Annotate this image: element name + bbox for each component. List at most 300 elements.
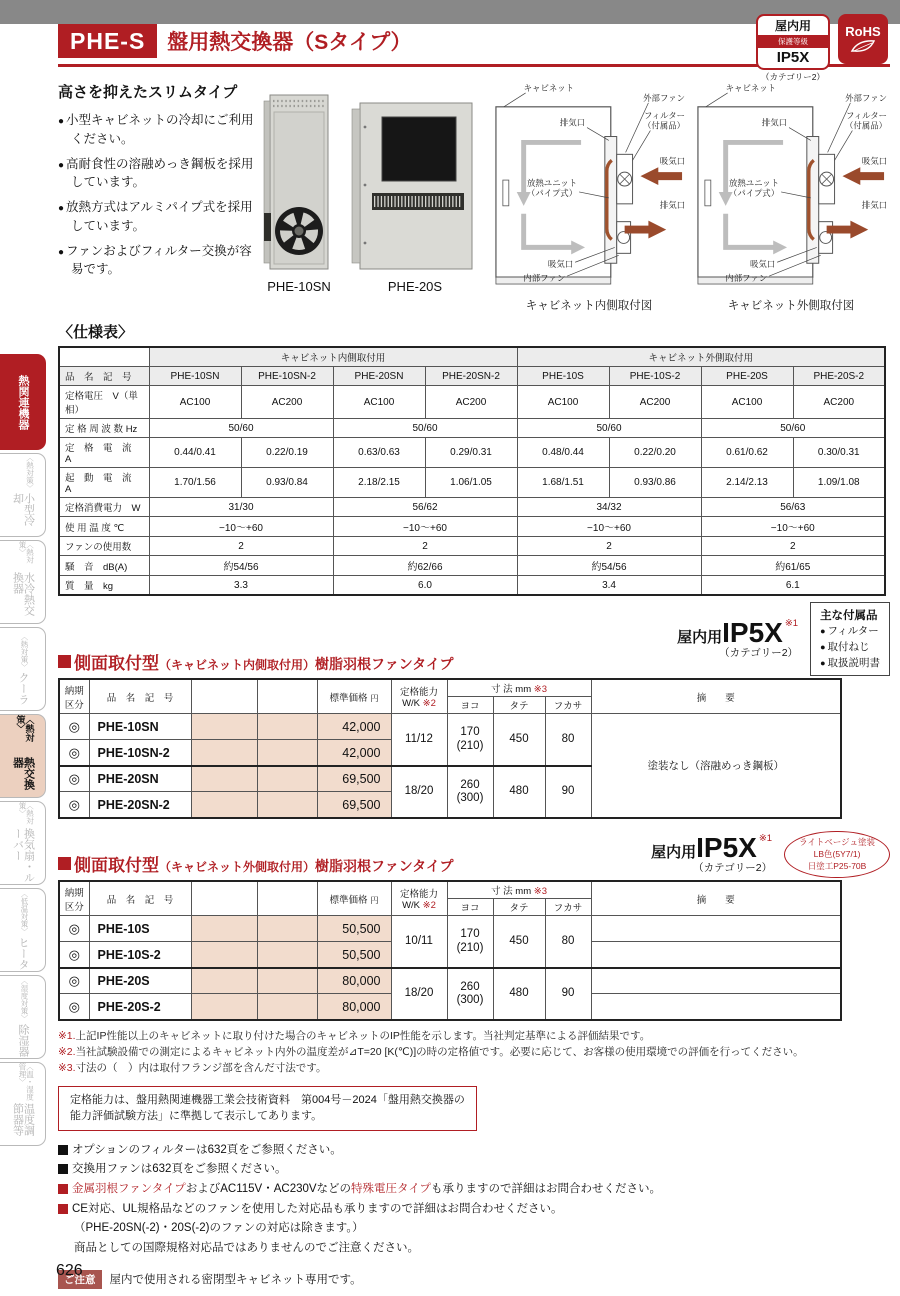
diagram-label-internal-fan: 内部ファン [725, 273, 768, 284]
spec-cell: 50/60 [517, 419, 701, 438]
spec-cell: PHE-20SN-2 [425, 367, 517, 386]
blank-cell [257, 968, 317, 994]
sidebar-item-text [17, 977, 28, 1057]
accessories-items [820, 624, 880, 671]
top-section [58, 81, 890, 313]
spec-cell: 0.93/0.86 [609, 468, 701, 498]
page-header [58, 19, 890, 82]
diagram-label-external-fan: 外部ファン [845, 92, 888, 103]
spec-row [59, 367, 885, 386]
delivery-mark: ◎ [59, 740, 89, 766]
spec-cell: −10～+60 [149, 517, 333, 537]
width-value: 170 [460, 928, 480, 941]
spec-cell: PHE-20S [701, 367, 793, 386]
footnote [58, 1044, 890, 1060]
note-text-part: （PHE-20SN(-2)・20S(-2)のファンの対応は除きます。） [74, 1222, 364, 1235]
diagram-label-intake-right: 吸気口 [659, 156, 686, 167]
note-line [58, 1220, 890, 1237]
price-header: 標準価格 円 [317, 679, 391, 714]
delivery-mark: ◎ [59, 792, 89, 818]
capacity-header [391, 679, 447, 714]
note-text [72, 1142, 342, 1159]
page-number: 626 [56, 1262, 83, 1279]
note-text-part: オプションのフィルターは632頁をご参照ください。 [72, 1143, 342, 1156]
product-name-cell: PHE-10SN-2 [89, 740, 191, 766]
feature-bullet: ● 小型キャビネットの冷却にご利用ください。 [58, 111, 254, 149]
diagram-label-exhaust-top: 排気口 [559, 117, 586, 128]
note-text [72, 1181, 661, 1198]
spec-cell: 6.1 [701, 576, 885, 596]
sidebar-item-label: 換気扇・ルーバー [11, 827, 35, 883]
ip-callout-2 [651, 834, 772, 875]
spec-table [58, 346, 886, 596]
feature-bullet: ● ファンおよびフィルター交換が容易です。 [58, 242, 254, 280]
ip-category: （カテゴリー2） [719, 646, 799, 659]
width-header: ヨコ [447, 697, 493, 714]
spec-cell: 約62/66 [333, 556, 517, 576]
spec-cell: 約54/56 [149, 556, 333, 576]
capacity-cell: 18/20 [391, 766, 447, 818]
price-table-0 [58, 678, 842, 819]
spec-cell: 2 [149, 537, 333, 556]
sidebar-item-text [12, 802, 34, 884]
delivery-header-line: 納期 [64, 887, 84, 899]
diagram-label-cabinet: キャビネット [523, 82, 575, 93]
sidebar-item-label: 熱交換器 [11, 757, 35, 791]
spec-row [59, 438, 885, 468]
spec-cell: AC200 [241, 386, 333, 419]
price-unit: 円 [370, 693, 379, 703]
blank-cell [257, 766, 317, 792]
blank-cell [191, 994, 257, 1020]
spec-row-label: 使 用 温 度 ℃ [59, 517, 149, 537]
ip-badge-grade-label: 保護等級 [758, 35, 828, 48]
rohs-badge [838, 14, 888, 64]
ip-footnote-marker: ※1 [758, 833, 773, 845]
diagram-label-unit-sub: （パイプ式） [728, 187, 780, 198]
spec-cell: −10～+60 [701, 517, 885, 537]
sidebar-item-1 [0, 453, 46, 537]
accessory-item: ● 取扱説明書 [820, 656, 880, 672]
sidebar-item-text [12, 1063, 34, 1145]
spec-cell: 約61/65 [701, 556, 885, 576]
diagram-label-filter: フィルター [845, 110, 888, 121]
standard-note-box [58, 1086, 477, 1131]
diagram-label-internal-fan: 内部ファン [523, 273, 566, 284]
height-cell: 480 [493, 968, 545, 1020]
spec-cell: 0.29/0.31 [425, 438, 517, 468]
product-name-cell: PHE-10SN [89, 714, 191, 740]
note-text-part: 商品としての国際規格対応品ではありませんのでご注意ください。 [74, 1242, 419, 1255]
price-row [59, 968, 841, 994]
spec-cell: AC200 [609, 386, 701, 419]
price-cell: 69,500 [317, 766, 391, 792]
delivery-header-line: 区分 [64, 699, 84, 711]
footnote-marker: ※2. [58, 1046, 76, 1059]
delivery-header [59, 679, 89, 714]
ip-prefix: 屋内用 [677, 628, 723, 646]
spec-row [59, 576, 885, 596]
spec-cell: 0.22/0.20 [609, 438, 701, 468]
price-cell: 69,500 [317, 792, 391, 818]
spec-row-label: 定格消費電力 W [59, 498, 149, 517]
blank-cell [257, 942, 317, 968]
spec-cell: 0.22/0.19 [241, 438, 333, 468]
ip-badge-code: IP5X [776, 49, 810, 66]
product-name-cell: PHE-20SN-2 [89, 792, 191, 818]
depth-cell: 80 [545, 916, 591, 968]
title-tail: 樹脂羽根ファンタイプ [315, 656, 454, 673]
price-header-row [59, 679, 841, 697]
spec-group-header: キャビネット外側取付用 [517, 347, 885, 367]
red-square-icon [58, 857, 71, 870]
sidebar-item-text [12, 541, 34, 623]
ip-code: IP5X [722, 616, 783, 648]
product-photos [264, 81, 480, 313]
dims-footnote-marker: ※3 [533, 684, 547, 696]
product-name-header: 品 名 記 号 [89, 679, 191, 714]
installation-diagram-inner [490, 81, 688, 313]
spec-cell: PHE-10S-2 [609, 367, 701, 386]
width-cell [447, 714, 493, 766]
remarks-cell [591, 916, 841, 942]
sidebar-item-8 [0, 1062, 46, 1146]
width-flange-value: (300) [456, 791, 484, 804]
sidebar-item-0 [0, 354, 46, 450]
remarks-cell [591, 994, 841, 1020]
capacity-footnote-marker: ※2 [422, 900, 436, 912]
width-value: 260 [460, 778, 480, 791]
width-header: ヨコ [447, 899, 493, 916]
remarks-header: 摘 要 [591, 679, 841, 714]
price-table-1-title [58, 649, 453, 676]
sidebar-item-category: 〈熱対策〉 [15, 715, 35, 742]
diagram-label-intake-bottom: 吸気口 [547, 259, 574, 270]
height-header: タテ [493, 697, 545, 714]
photo-caption-phe10sn: PHE-10SN [267, 279, 331, 294]
spec-row [59, 517, 885, 537]
width-cell [447, 968, 493, 1020]
capacity-cell: 18/20 [391, 968, 447, 1020]
spec-row-label: 定格電圧 V（単相） [59, 386, 149, 419]
spec-row [59, 537, 885, 556]
price-header: 標準価格 円 [317, 881, 391, 916]
spec-cell: 2 [517, 537, 701, 556]
sidebar-item-5 [0, 801, 46, 885]
blank-cell [257, 916, 317, 942]
page-title: 盤用熱交換器（Sタイプ） [167, 31, 412, 54]
footnote-marker: ※1. [58, 1029, 76, 1042]
blank-cell [191, 916, 257, 942]
spec-group-header: キャビネット内側取付用 [149, 347, 517, 367]
blank-cell [257, 740, 317, 766]
note-square-icon [58, 1204, 68, 1214]
price-cell: 42,000 [317, 740, 391, 766]
spec-row-label: 質 量 kg [59, 576, 149, 596]
feature-bullet: ● 放熱方式はアルミパイプ式を採用しています。 [58, 198, 254, 236]
spec-cell: 31/30 [149, 498, 333, 517]
paint-line: 日塗工P25-70B [807, 860, 867, 871]
spec-cell: −10～+60 [517, 517, 701, 537]
spec-cell: PHE-20SN [333, 367, 425, 386]
rohs-label: RoHS [845, 24, 881, 39]
diagram-label-cabinet: キャビネット [725, 82, 777, 93]
spec-cell: 1.68/1.51 [517, 468, 609, 498]
blank-cell [191, 714, 257, 740]
price-table-1 [58, 880, 842, 1021]
spec-cell: 2.18/2.15 [333, 468, 425, 498]
title-tail: 樹脂羽根ファンタイプ [315, 858, 454, 875]
spec-cell: AC200 [793, 386, 885, 419]
product-name-cell: PHE-20SN [89, 766, 191, 792]
note-line [58, 1201, 890, 1218]
width-cell [447, 766, 493, 818]
product-photo-phe20s [350, 101, 480, 273]
spec-cell: PHE-20S-2 [793, 367, 885, 386]
ip-callout-1 [677, 616, 799, 660]
title-sub: （キャビネット外側取付用） [159, 860, 316, 875]
feature-bullets [58, 111, 254, 279]
diagram-label-exhaust-top: 排気口 [761, 117, 788, 128]
note-text-part: 交換用ファンは632頁をご参照ください。 [72, 1163, 287, 1176]
spec-cell: 1.70/1.56 [149, 468, 241, 498]
delivery-header-line: 区分 [64, 901, 84, 913]
price-cell: 50,500 [317, 942, 391, 968]
width-flange-value: (210) [456, 941, 484, 954]
diagram-caption: キャビネット外側取付図 [727, 300, 855, 312]
paint-line: LB色(5Y7/1) [813, 848, 861, 859]
caution-row [58, 1270, 890, 1289]
sidebar-item-label: 温度調節器等 [11, 1103, 35, 1137]
product-name-cell: PHE-10S [89, 916, 191, 942]
sidebar-item-category: 〈熱対策〉 [25, 454, 35, 492]
spec-cell: AC200 [425, 386, 517, 419]
note-text-part: およびAC115V・AC230Vなどの [185, 1183, 352, 1196]
note-line [58, 1181, 890, 1198]
blank-header [191, 881, 257, 916]
sidebar-tabs [0, 354, 48, 1149]
width-cell [447, 916, 493, 968]
diagram-label-intake-bottom: 吸気口 [749, 259, 776, 270]
note-text [72, 1161, 286, 1178]
diagram-label-exhaust-right: 排気口 [861, 199, 888, 210]
caution-text: 屋内で使用される密閉型キャビネット専用です。 [109, 1274, 362, 1287]
dimensions-header: 寸 法 mm ※3 [447, 679, 591, 697]
diagram-label-exhaust-right: 排気口 [659, 199, 686, 210]
capacity-header-line: 定格能力 [399, 889, 438, 901]
blank-header [191, 679, 257, 714]
diagram-label-filter-sub: （付属品） [642, 120, 686, 131]
sidebar-item-label: 小型冷却 [11, 492, 35, 526]
spec-cell: 2.14/2.13 [701, 468, 793, 498]
ip-rating-badge [756, 14, 830, 83]
price-table-1-container [58, 678, 890, 819]
sidebar-item-4 [0, 714, 46, 798]
standard-note-line: 能力評価試験方法」に準拠して表示してあります。 [70, 1110, 323, 1123]
diagram-label-unit-sub: （パイプ式） [526, 187, 578, 198]
footnote [58, 1060, 890, 1076]
blank-cell [257, 994, 317, 1020]
note-square-icon [58, 1164, 68, 1174]
spec-cell: AC100 [333, 386, 425, 419]
paint-color-badge [784, 831, 890, 879]
sidebar-item-category: 〈熱対策〉 [20, 632, 29, 671]
header-badges [756, 14, 888, 83]
installation-diagram-outer [692, 81, 890, 313]
model-badge: PHE-S [58, 24, 157, 58]
spec-cell: 3.4 [517, 576, 701, 596]
caution-label: ご注意 [58, 1270, 102, 1289]
note-text-part: も承りますので詳細はお問合わせください。 [430, 1183, 661, 1196]
capacity-header-line: W/K ※2 [402, 698, 436, 710]
spec-cell: 6.0 [333, 576, 517, 596]
width-value: 260 [460, 980, 480, 993]
capacity-header [391, 881, 447, 916]
price-row [59, 916, 841, 942]
sidebar-item-2 [0, 540, 46, 624]
blank-cell [191, 766, 257, 792]
note-text-part: CE対応、UL規格品などのファンを使用した対応品も承りますので詳細はお問合わせください。 [72, 1202, 563, 1215]
price-row [59, 714, 841, 740]
sidebar-item-3 [0, 627, 46, 711]
feature-bullet: ● 高耐食性の溶融めっき鋼板を採用しています。 [58, 155, 254, 193]
sidebar-item-label: 水冷熱交換器 [11, 571, 35, 616]
depth-cell: 90 [545, 968, 591, 1020]
sidebar-item-category: 〈温・湿度管理〉 [18, 1063, 35, 1101]
sidebar-item-category: 〈低温対策〉 [20, 890, 29, 935]
depth-header: フカサ [545, 899, 591, 916]
price-cell: 80,000 [317, 968, 391, 994]
spec-cell: 50/60 [149, 419, 333, 438]
footnote-text: 寸法の（ ）内は取付フランジ部を含んだ寸法です。 [75, 1062, 327, 1075]
catalog-page [0, 19, 900, 1296]
spec-row-label: 定 格 周 波 数 Hz [59, 419, 149, 438]
spec-cell: AC100 [701, 386, 793, 419]
spec-table-heading: 〈仕様表〉 [58, 324, 134, 341]
spec-row-label: ファンの使用数 [59, 537, 149, 556]
footnote-text: 上記IP性能以上のキャビネットに取り付けた場合のキャビネットのIP性能を示します。当社判定基準による評価結果です。 [75, 1029, 651, 1042]
sidebar-item-label: 熱関連機器 [17, 374, 29, 430]
spec-row [59, 468, 885, 498]
price-table-2-head [58, 831, 890, 879]
spec-cell: 50/60 [333, 419, 517, 438]
remarks-cell [591, 968, 841, 994]
diagram-label-filter: フィルター [643, 110, 686, 121]
footnote-text: 当社試験設備での測定によるキャビネット内外の温度差が⊿T=20 [K(℃)]の時の定格値です。必要に応じて、お客様の使用環境での評価を行ってください。 [75, 1046, 804, 1059]
diagram-label-filter-sub: （付属品） [844, 120, 888, 131]
sidebar-item-category: 〈湿度対策〉 [20, 977, 29, 1022]
feature-list [58, 81, 254, 313]
notes-list [58, 1142, 890, 1257]
standard-note-line: 定格能力は、盤用熱関連機器工業会技術資料 第004号－2024「盤用熱交換器の [70, 1093, 465, 1106]
spec-group-empty [59, 347, 149, 367]
sidebar-item-7 [0, 975, 46, 1059]
price-cell: 42,000 [317, 714, 391, 740]
installation-diagrams [490, 81, 890, 313]
ip-category: （カテゴリー2） [693, 862, 773, 875]
spec-cell: 1.06/1.05 [425, 468, 517, 498]
price-header-row [59, 881, 841, 899]
spec-cell: 2 [333, 537, 517, 556]
remarks-header: 摘 要 [591, 881, 841, 916]
spec-cell: −10～+60 [333, 517, 517, 537]
remarks-cell: 塗装なし（溶融めっき鋼板） [591, 714, 841, 818]
price-table-2-container [58, 880, 890, 1021]
diagram-label-external-fan: 外部ファン [643, 92, 686, 103]
accessory-item: ● 取付ねじ [820, 640, 880, 656]
spec-cell: 0.93/0.84 [241, 468, 333, 498]
spec-cell: 約54/56 [517, 556, 701, 576]
spec-cell: PHE-10SN-2 [241, 367, 333, 386]
note-line [58, 1161, 890, 1178]
sidebar-item-text [12, 454, 34, 536]
leaf-icon [850, 39, 876, 54]
spec-row [59, 498, 885, 517]
spec-cell: PHE-10SN [149, 367, 241, 386]
delivery-header-line: 納期 [64, 685, 84, 697]
width-flange-value: (300) [456, 993, 484, 1006]
note-line [58, 1240, 890, 1257]
depth-header: フカサ [545, 697, 591, 714]
spec-cell: 34/32 [517, 498, 701, 517]
paint-line: ライトベージュ塗装 [799, 836, 875, 847]
capacity-header-line: 定格能力 [399, 687, 438, 699]
ip-footnote-marker: ※1 [784, 617, 799, 629]
ip-badge-usage: 屋内用 [774, 19, 811, 33]
note-line [58, 1142, 890, 1159]
product-photo-phe10sn [264, 93, 334, 273]
spec-row-label: 起 動 電 流 A [59, 468, 149, 498]
sidebar-item-6 [0, 888, 46, 972]
diagram-caption: キャビネット内側取付図 [525, 300, 653, 312]
spec-cell: 56/63 [701, 498, 885, 517]
product-name-cell: PHE-20S-2 [89, 994, 191, 1020]
footnote [58, 1028, 890, 1044]
delivery-mark: ◎ [59, 968, 89, 994]
spec-cell: 0.61/0.62 [701, 438, 793, 468]
spec-cell: 0.63/0.63 [333, 438, 425, 468]
diagram-label-intake-right: 吸気口 [861, 156, 888, 167]
blank-header [257, 881, 317, 916]
sidebar-item-category: 〈熱対策〉 [18, 541, 35, 564]
spec-cell: AC100 [517, 386, 609, 419]
dims-footnote-marker: ※3 [533, 886, 547, 898]
ip-prefix: 屋内用 [651, 844, 697, 862]
price-table-2-title [58, 851, 453, 878]
spec-cell: AC100 [149, 386, 241, 419]
footnotes [58, 1028, 890, 1077]
price-unit: 円 [370, 895, 379, 905]
delivery-mark: ◎ [59, 916, 89, 942]
sidebar-item-label: 除湿器 [17, 1024, 29, 1057]
blank-cell [257, 714, 317, 740]
sidebar-item-label: クーラ [17, 672, 29, 706]
delivery-mark: ◎ [59, 766, 89, 792]
remarks-cell [591, 942, 841, 968]
blank-cell [191, 968, 257, 994]
note-square-icon [58, 1184, 68, 1194]
spec-cell: 50/60 [701, 419, 885, 438]
title-main: 側面取付型 [74, 654, 159, 674]
sidebar-item-text [17, 890, 28, 970]
accessories-title: 主な付属品 [820, 610, 878, 622]
delivery-mark: ◎ [59, 994, 89, 1020]
spec-row-label: 定 格 電 流 A [59, 438, 149, 468]
spec-cell: 2 [701, 537, 885, 556]
title-sub: （キャビネット内側取付用） [159, 658, 316, 673]
blank-cell [257, 792, 317, 818]
price-cell: 50,500 [317, 916, 391, 942]
